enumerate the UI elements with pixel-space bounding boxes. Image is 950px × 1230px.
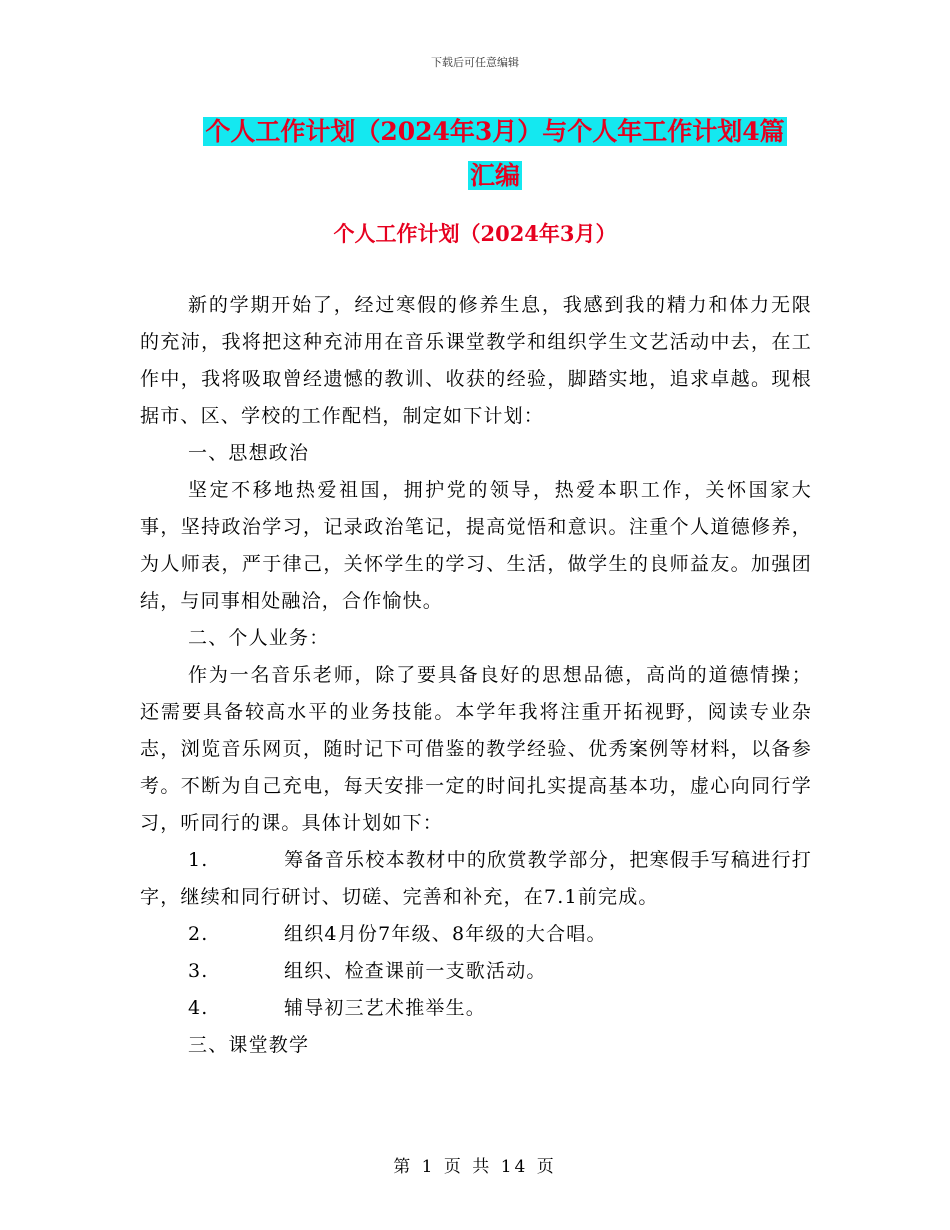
page-number-footer: 第 1 页 共 14 页 [393, 1157, 557, 1177]
list-item-text: 辅导初三艺术推举生。 [284, 997, 487, 1019]
heading-classroom: 三、课堂教学 [188, 1034, 310, 1056]
list-item-text: 组织4月份7年级、8年级的大合唱。 [284, 923, 607, 945]
title-line-1: 个人工作计划（2024年3月）与个人年工作计划4篇 [205, 117, 785, 146]
list-item-number: 3. [188, 960, 209, 982]
title-line-2: 汇编 [469, 161, 520, 190]
politics-paragraph: 坚定不移地热爱祖国，拥护党的领导，热爱本职工作，关怀国家大事，坚持政治学习，记录政治笔记，提高觉悟和意识。注重个人道德修养，为人师表，严于律己，关怀学生的学习、生活，做学生的良师益友。加强团结，与同事相处融洽，合作愉快。 [140, 479, 812, 612]
list-item-number: 2. [188, 923, 209, 945]
document-title [140, 110, 850, 198]
list-item [140, 916, 812, 953]
list-item [140, 990, 812, 1027]
document-body [140, 287, 812, 1064]
list-item-number: 1. [188, 849, 209, 871]
header-note: 下载后可任意编辑 [431, 56, 519, 69]
heading-politics: 一、思想政治 [188, 442, 310, 464]
list-item-text: 组织、检查课前一支歌活动。 [284, 960, 547, 982]
list-item-text: 筹备音乐校本教材中的欣赏教学部分，把寒假手写稿进行打字，继续和同行研讨、切磋、完善和补充，在7.1前完成。 [140, 849, 812, 908]
section-title: 个人工作计划（2024年3月） [333, 221, 617, 246]
business-paragraph: 作为一名音乐老师，除了要具备良好的思想品德，高尚的道德情操；还需要具备较高水平的业务技能。本学年我将注重开拓视野，阅读专业杂志，浏览音乐网页，随时记下可借鉴的教学经验、优秀案例等材料，以备参考。不断为自己充电，每天安排一定的时间扎实提高基本功，虚心向同行学习，听同行的课。具体计划如下： [140, 664, 812, 834]
list-item-number: 4. [188, 997, 209, 1019]
heading-business: 二、个人业务： [188, 627, 330, 649]
list-item [140, 842, 812, 916]
list-item [140, 953, 812, 990]
intro-paragraph: 新的学期开始了，经过寒假的修养生息，我感到我的精力和体力无限的充沛，我将把这种充沛用在音乐课堂教学和组织学生文艺活动中去，在工作中，我将吸取曾经遗憾的教训、收获的经验，脚踏实地，追求卓越。现根据市、区、学校的工作配档，制定如下计划： [140, 294, 812, 427]
